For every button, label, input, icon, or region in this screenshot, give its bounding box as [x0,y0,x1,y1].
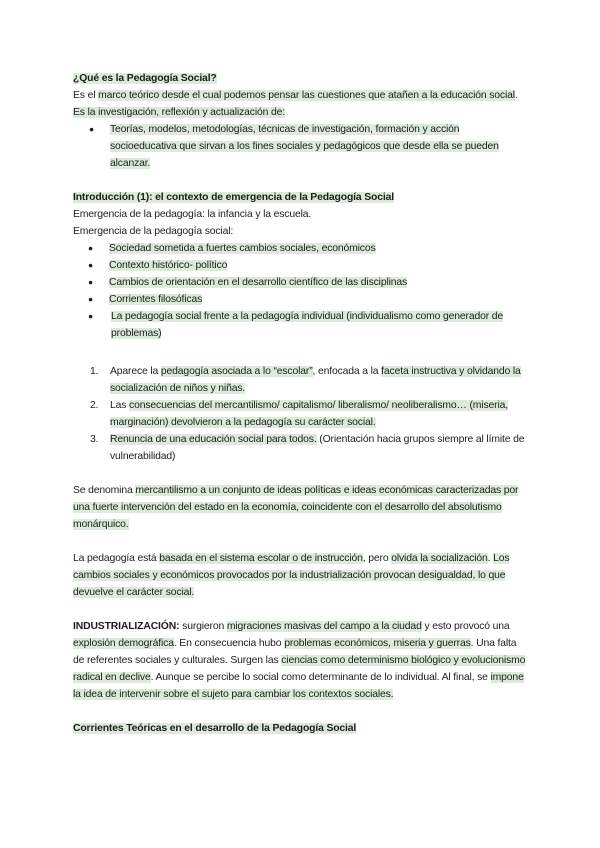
list-item [109,257,528,274]
highlighted-text: migraciones masivas del campo a la ciudad [226,621,422,632]
text-run: Emergencia de la pedagogía: la infancia y la escuela. [73,209,312,220]
emergence-bullet-list [73,240,528,342]
text-run: Las [110,400,130,411]
heading-text: Introducción (1): el contexto de emergencia de la Pedagogía Social [73,192,394,203]
list-item [109,291,528,308]
text-run: (Orientación hacia grupos siempre al límite de vulnerabilidad) [110,434,525,462]
list-item [109,308,528,342]
text-run: La pedagogía está [73,553,160,564]
text-run: , pero [362,553,392,564]
document-body [73,70,528,737]
text-run: . Una falta de referentes sociales y culturales. Surgen las [73,638,517,666]
mercantilismo-paragraph [73,482,528,533]
text-run: , enfocada a la [312,366,382,377]
heading-text: ¿Qué es la Pedagogía Social? [73,73,217,84]
list-item [109,274,528,291]
text-run: surgieron [179,621,227,632]
highlighted-text: Los cambios sociales y económicos provocados por la industrialización provocan desigualdad, lo que devuelve el carácter social. [73,553,510,598]
highlighted-text: Sociedad sometida a fuertes cambios sociales, económicos [109,243,376,254]
intro-paragraph-2 [73,104,528,121]
list-item [90,397,528,431]
highlighted-text: marco teórico desde el cual podemos pensar las cuestiones que atañen a la educación social [98,90,515,101]
highlighted-text: explosión demográfica [73,638,174,649]
highlighted-text: faceta instructiva y olvidando la socialización de niños y niñas. [110,366,521,394]
intro-paragraph-1 [73,87,528,104]
highlighted-text: La pedagogía social frente a la pedagogía individual (individualismo como generador de problemas) [111,311,504,339]
industrializacion-paragraph [73,618,528,703]
text-run: Aparece la [110,366,161,377]
highlighted-text: Teorías, modelos, metodologías, técnicas de investigación, formación y acción socioeducativa que sirvan a los fines sociales y pedagógicos que desde ella se pueden alcanzar. [110,124,499,169]
highlighted-text: olvida la socialización [391,553,488,564]
numbered-list [73,363,528,465]
list-item [109,240,528,257]
section-heading-que-es [73,70,528,87]
highlighted-text: Cambios de orientación en el desarrollo científico de las disciplinas [109,277,408,288]
intro-bullet-list [73,121,528,172]
text-run: . En consecuencia hubo [173,638,285,649]
text-run: . [514,90,518,101]
highlighted-text: problemas económicos, miseria y guerras [284,638,471,649]
list-item [110,121,528,172]
bold-label: INDUSTRIALIZACIÓN: [73,621,180,632]
highlighted-text: consecuencias del mercantilismo/ capitalismo/ liberalismo/ neoliberalismo… (miseria, marginación) devolvieron a la pedagogía su carácter social. [110,400,508,428]
section-heading-corrientes [73,720,528,737]
highlighted-text: Corrientes filosóficas [109,294,203,305]
highlighted-text: Contexto histórico- político [109,260,228,271]
section-heading-introduccion [73,189,528,206]
text-run: Emergencia de la pedagogía social: [73,226,234,237]
emergence-line-1 [73,206,528,223]
text-run: Se denomina [73,485,136,496]
highlighted-text: pedagogía asociada a lo “escolar” [160,366,313,377]
heading-text: Corrientes Teóricas en el desarrollo de la Pedagogía Social [73,723,357,734]
list-number: 2. [90,400,99,411]
highlighted-text: mercantilismo a un conjunto de ideas políticas e ideas económicas caracterizadas por una fuerte intervención del estado en la economía, coincidente con el desarrollo del absolutismo monárquico. [73,485,519,530]
text-run: y esto provocó una [421,621,510,632]
list-number: 1. [90,366,99,377]
highlighted-text: Renuncia de una educación social para todos. [110,434,317,445]
list-number: 3. [90,434,99,445]
highlighted-text: Es la investigación, reflexión y actualización de: [73,107,285,118]
text-run: Es el [73,90,99,101]
text-run: . [487,553,494,564]
highlighted-text: ciencias como determinismo biológico y evolucionismo radical en declive [73,655,526,683]
text-run: . Aunque se percibe lo social como determinante de lo individual. Al final, se [150,672,491,683]
pedagogia-escolar-paragraph [73,550,528,601]
highlighted-text: impone la idea de intervenir sobre el sujeto para cambiar los contextos sociales. [73,672,524,700]
list-item [90,363,528,397]
highlighted-text: basada en el sistema escolar o de instrucción [159,553,363,564]
list-item [90,431,528,465]
emergence-line-2 [73,223,528,240]
